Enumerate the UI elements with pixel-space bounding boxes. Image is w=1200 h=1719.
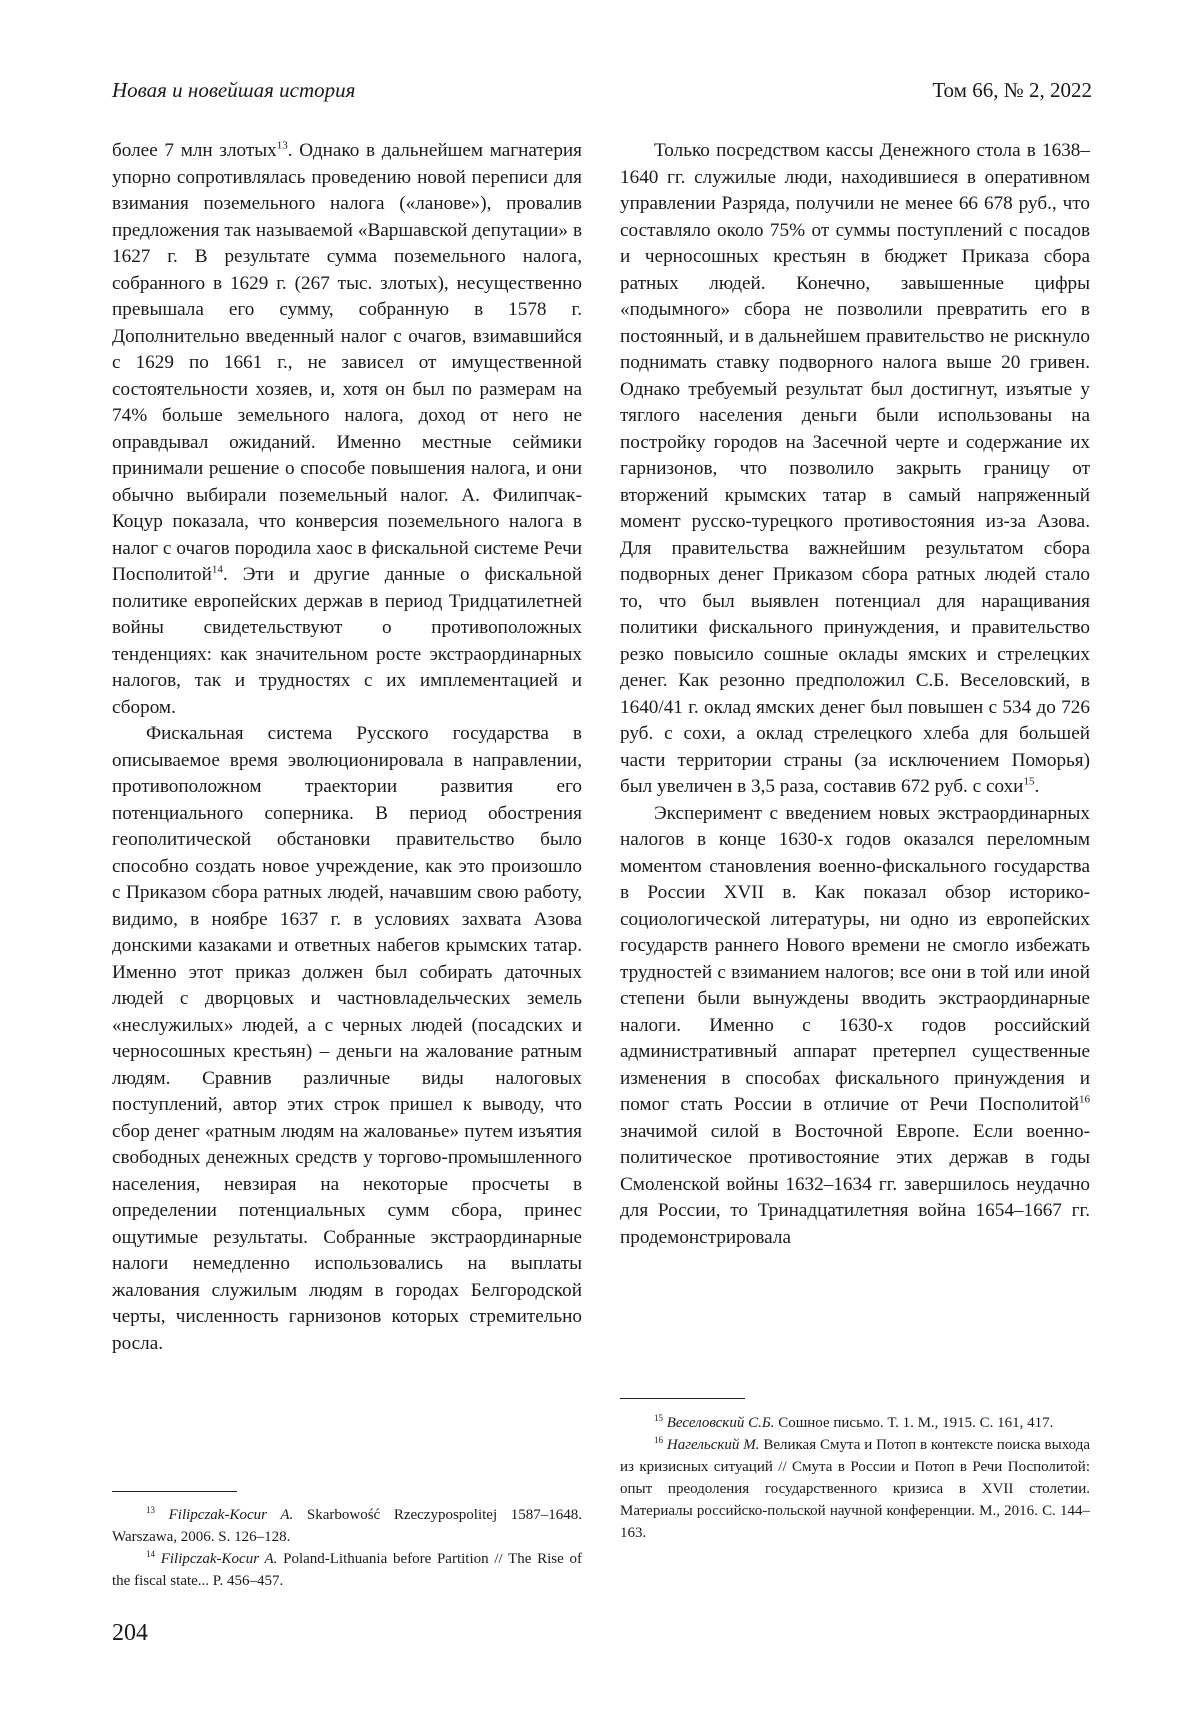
right-paragraph-1 (620, 138, 1090, 801)
footnote-ref-15: 15 (1023, 775, 1035, 788)
footnote-number: 16 (654, 1435, 663, 1445)
text-run: Только посредством кассы Денежного стола в 1638–1640 гг. служилые люди, находившиеся в оперативном управлении Разряда, получили не менее 66 678 руб., что составляло около 75% от суммы поступлений с посадов и черносошных крестьян в бюджет Приказа сбора ратных людей. Конечно, завышенные цифры «подымного» сбора не позволили превратить его в постоянный, и в дальнейшем правительство не рискнуло поднимать ставку подворного налога выше 20 гривен. Однако требуемый результат был достигнут, изъятые у тяглого населения деньги были использованы на постройку городов на Засечной черте и содержание их гарнизонов, что позволило закрыть границу от вторжений крымских татар в самый напряженный момент русско-турецкого противостояния из-за Азова. Для правительства важнейшим результатом сбора подворных денег Приказом сбора ратных людей стало то, что был выявлен потенциал для наращивания политики фискального принуждения, и правительство резко повысило сошные оклады ямских и стрелецких денег. Как резонно предположил С.Б. Веселовский, в 1640/41 г. оклад ямских денег был повышен с 534 до 726 руб. с сохи, а оклад стрелецкого хлеба для большей части территории страны (за исключением Поморья) был увеличен в 3,5 раза, составив 672 руб. с сохи (620, 140, 1090, 797)
footnote-divider-left (112, 1491, 237, 1492)
text-run: Эксперимент с введением новых экстраординарных налогов в конце 1630-х годов оказался переломным моментом становления военно-фискального государства в России XVII в. Как показал обзор историко-социологической литературы, ни одно из европейских государств раннего Нового времени не смогло избежать трудностей с взиманием налогов; все они в той или иной степени были вынуждены вводить экстраординарные налоги. Именно с 1630-х годов российский административный аппарат претерпел существенные изменения в способах фискального принуждения и помог стать России в отличие от Речи Посполитой (620, 802, 1090, 1115)
footnote-author: Filipczak-Kocur A. (168, 1507, 294, 1523)
footnote-15 (620, 1412, 1090, 1434)
footnote-author: Веселовский С.Б. (666, 1415, 775, 1431)
footnote-divider-right (620, 1398, 745, 1399)
left-paragraph-2: Фискальная система Русского государства в описываемое время эволюционировала в направлении, противоположном траектории развития его потенциального соперника. В период обострения геополитической обстановки правительство было способно создать новое учреждение, как это произошло с Приказом сбора ратных людей, начавшим свою работу, видимо, в ноябре 1637 г. в условиях захвата Азова донскими казаками и ответных набегов крымских татар. Именно этот приказ должен был собирать даточных людей с дворцовых и частновладельческих земель «неслужилых» людей, а с черных людей (посадских и черносошных крестьян) – деньги на жалование ратным людям. Сравнив различные виды налоговых поступлений, автор этих строк пришел к выводу, что сбор денег «ратным людям на жалованье» путем изъятия свободных денежных средств у торгово-промышленного населения, невзирая на некоторые просчеты в определении потенциальных сумм сбора, принес ощутимые результаты. Собранные экстраординарные налоги немедленно использовались на выплаты жалования служилым людям в городах Белгородской черты, численность гарнизонов которых стремительно росла. (112, 723, 582, 1354)
journal-title: Новая и новейшая история (112, 78, 356, 102)
footnote-author: Filipczak-Kocur A. (160, 1551, 278, 1567)
footnote-number: 14 (146, 1549, 155, 1559)
footnote-number: 13 (146, 1505, 155, 1515)
footnote-number: 15 (654, 1413, 663, 1423)
footnote-author: Нагельский М. (666, 1437, 760, 1453)
footnote-16 (620, 1434, 1090, 1544)
running-header (112, 78, 1092, 114)
left-paragraph-1 (112, 138, 582, 721)
text-run: . Эти и другие данные о фискальной политике европейских держав в период Тридцатилетней войны свидетельствуют о противоположных тенденциях: как значительном росте экстраординарных налогов, так и трудностях с их имплементацией и сбором. (112, 564, 582, 718)
footnote-ref-13: 13 (276, 139, 288, 152)
footnote-13 (112, 1504, 582, 1548)
footnote-text: Сошное письмо. Т. 1. М., 1915. С. 161, 417. (774, 1415, 1054, 1431)
footnote-text: Великая Смута и Потоп в контексте поиска выхода из кризисных ситуаций // Смута в России и Потоп в Речи Посполитой: опыт преодоления государственного кризиса в XVII столетии. Материалы российско-польской научной конференции. М., 2016. С. 144–163. (620, 1437, 1090, 1541)
text-run: более 7 млн злотых (112, 140, 277, 161)
footnotes-left (112, 1504, 582, 1592)
volume-issue: Том 66, № 2, 2022 (932, 78, 1092, 102)
left-column (112, 138, 582, 1357)
footnote-ref-16: 16 (1079, 1093, 1090, 1106)
text-run: . Однако в дальнейшем магнатерия упорно сопротивлялась проведению новой переписи для взимания поземельного налога («ланове»), провалив предложения так называемой «Варшавской депутации» в 1627 г. В результате сумма поземельного налога, собранного в 1629 г. (267 тыс. злотых), несущественно превышала его сумму, собранную в 1578 г. Дополнительно введенный налог с очагов, взимавшийся с 1629 по 1661 г., не зависел от имущественной состоятельности хозяев, и, хотя он был по размерам на 74% больше земельного налога, доход от него не оправдывал ожиданий. Именно местные сеймики принимали решение о способе повышения налога, и они обычно выбирали поземельный налог. А. Филипчак-Коцур показала, что конверсия поземельного налога в налог с очагов породила хаос в фискальной системе Речи Посполитой (112, 140, 583, 585)
right-paragraph-2 (620, 801, 1090, 1252)
text-run: значимой силой в Восточной Европе. Если военно-политическое противостояние этих держав в годы Смоленской войны 1632–1634 гг. завершилось неудачно для России, то Тринадцатилетняя война 1654–1667 гг. продемонстрировала (620, 1120, 1090, 1248)
footnote-ref-14: 14 (211, 563, 223, 576)
page-number: 204 (112, 1620, 148, 1646)
footnotes-right (620, 1412, 1090, 1544)
right-column (620, 138, 1090, 1251)
footnote-14 (112, 1548, 582, 1592)
footnote-text: Poland-Lithuania before Partition // The Rise of the fiscal state... P. 456–457. (112, 1551, 582, 1589)
text-run: . (1034, 776, 1040, 797)
footnote-text: Skarbowość Rzeczypospolitej 1587–1648. Warszawa, 2006. S. 126–128. (112, 1507, 583, 1545)
